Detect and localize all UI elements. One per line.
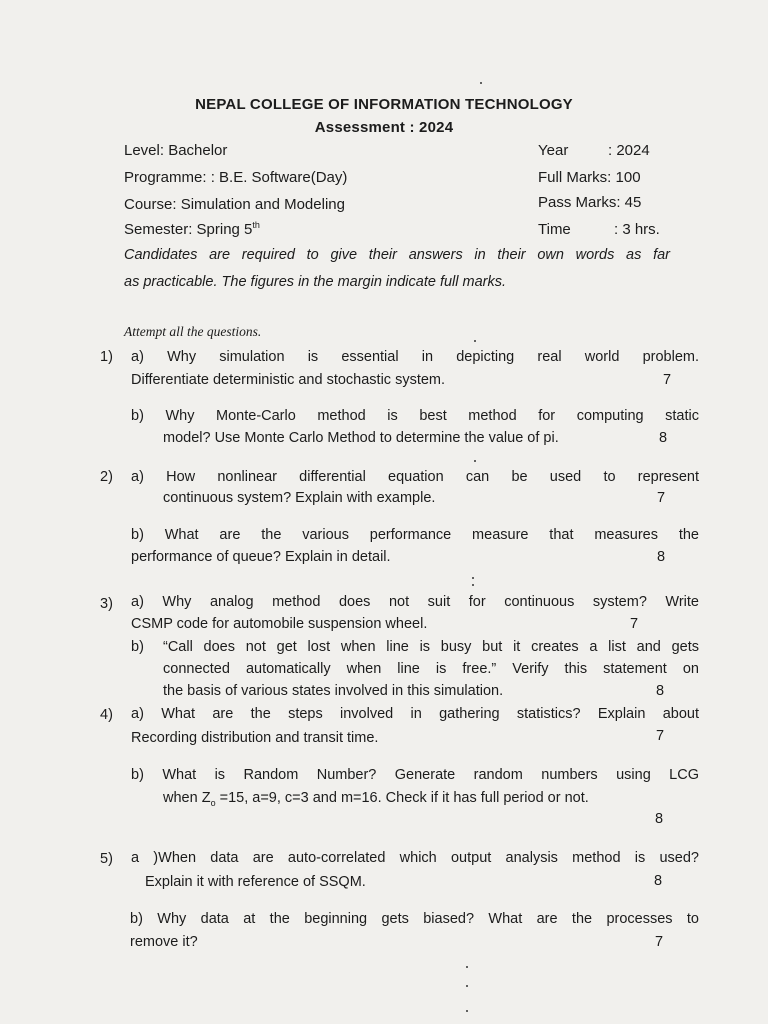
- question-1a-line-2: Differentiate deterministic and stochastic system.: [131, 372, 446, 388]
- question-5b-line-2: remove it?: [130, 934, 198, 950]
- question-number-1: 1): [100, 349, 113, 365]
- year-value: : 2024: [608, 142, 650, 159]
- question-2a-line-2: continuous system? Explain with example.: [163, 490, 436, 506]
- attempt-all-note: Attempt all the questions.: [124, 324, 262, 339]
- question-4b-marks: 8: [655, 811, 664, 827]
- scan-speck: [466, 1010, 468, 1012]
- question-3b-marks: 8: [656, 683, 665, 699]
- question-1b-line-2: model? Use Monte Carlo Method to determine the value of pi.: [163, 430, 559, 446]
- question-2a-marks: 7: [657, 490, 666, 506]
- year-label: Year: [538, 142, 569, 159]
- time-label: Time: [538, 221, 571, 238]
- question-2a-line-1: a) How nonlinear differential equation can be used to represent: [131, 469, 699, 485]
- question-2b-line-2: performance of queue? Explain in detail.: [131, 549, 391, 565]
- question-number-3: 3): [100, 596, 113, 612]
- question-3a-line-2: CSMP code for automobile suspension wheel.: [131, 616, 428, 632]
- time-value: : 3 hrs.: [614, 221, 660, 238]
- question-5a-line-2: Explain it with reference of SSQM.: [145, 874, 366, 890]
- institution-title: NEPAL COLLEGE OF INFORMATION TECHNOLOGY: [195, 96, 573, 113]
- question-5b-line-1: b) Why data at the beginning gets biased? What are the processes to: [130, 911, 699, 927]
- instructions-line-1: Candidates are required to give their answers in their own words as far: [124, 247, 670, 263]
- assessment-title: Assessment : 2024: [314, 119, 454, 136]
- programme-label: Programme: : B.E. Software(Day): [124, 169, 348, 186]
- scan-speck: [474, 460, 476, 462]
- scan-speck: [466, 966, 468, 968]
- question-3b-label: b): [131, 639, 144, 655]
- course-label: Course: Simulation and Modeling: [124, 196, 345, 213]
- question-2b-line-1: b) What are the various performance measure that measures the: [131, 527, 699, 543]
- question-5b-marks: 7: [655, 934, 664, 950]
- question-1a-line-1: a) Why simulation is essential in depicting real world problem.: [131, 349, 699, 365]
- scan-speck: [480, 82, 482, 84]
- question-3b-line-3: the basis of various states involved in this simulation.: [163, 683, 504, 699]
- scan-speck: [472, 584, 474, 586]
- question-3b-line-1: “Call does not get lost when line is busy but it creates a list and gets: [163, 639, 699, 655]
- question-4a-line-2: Recording distribution and transit time.: [131, 730, 379, 746]
- question-1b-marks: 8: [659, 430, 668, 446]
- scan-speck: [466, 985, 468, 987]
- question-number-5: 5): [100, 851, 113, 867]
- question-5a-marks: 8: [654, 873, 663, 889]
- question-4b-line-2: when $Z_o =15$, a=9, c=3 and m=16. Check if it has full period or not.: [163, 790, 589, 808]
- level-label: Level: Bachelor: [124, 142, 228, 159]
- question-5a-line-1: a )When data are auto-correlated which output analysis method is used?: [131, 850, 699, 866]
- question-number-2: 2): [100, 469, 113, 485]
- question-number-4: 4): [100, 707, 113, 723]
- semester-label: Semester: Spring 5th: [124, 220, 260, 238]
- question-3a-line-1: a) Why analog method does not suit for continuous system? Write: [131, 594, 699, 610]
- question-3a-marks: 7: [630, 616, 639, 632]
- question-2b-marks: 8: [657, 549, 666, 565]
- instructions-line-2: as practicable. The figures in the margin indicate full marks.: [124, 274, 507, 290]
- full-marks: Full Marks: 100: [538, 169, 641, 186]
- pass-marks: Pass Marks: 45: [538, 194, 642, 211]
- question-3b-line-2: connected automatically when line is free.” Verify this statement on: [163, 661, 699, 677]
- question-1a-marks: 7: [663, 372, 672, 388]
- question-1b-line-1: b) Why Monte-Carlo method is best method for computing static: [131, 408, 699, 424]
- question-4b-line-1: b) What is Random Number? Generate random numbers using LCG: [131, 767, 699, 783]
- question-4a-line-1: a) What are the steps involved in gathering statistics? Explain about: [131, 706, 699, 722]
- scan-speck: [472, 577, 474, 579]
- scan-speck: [474, 340, 476, 342]
- question-4a-marks: 7: [656, 728, 665, 744]
